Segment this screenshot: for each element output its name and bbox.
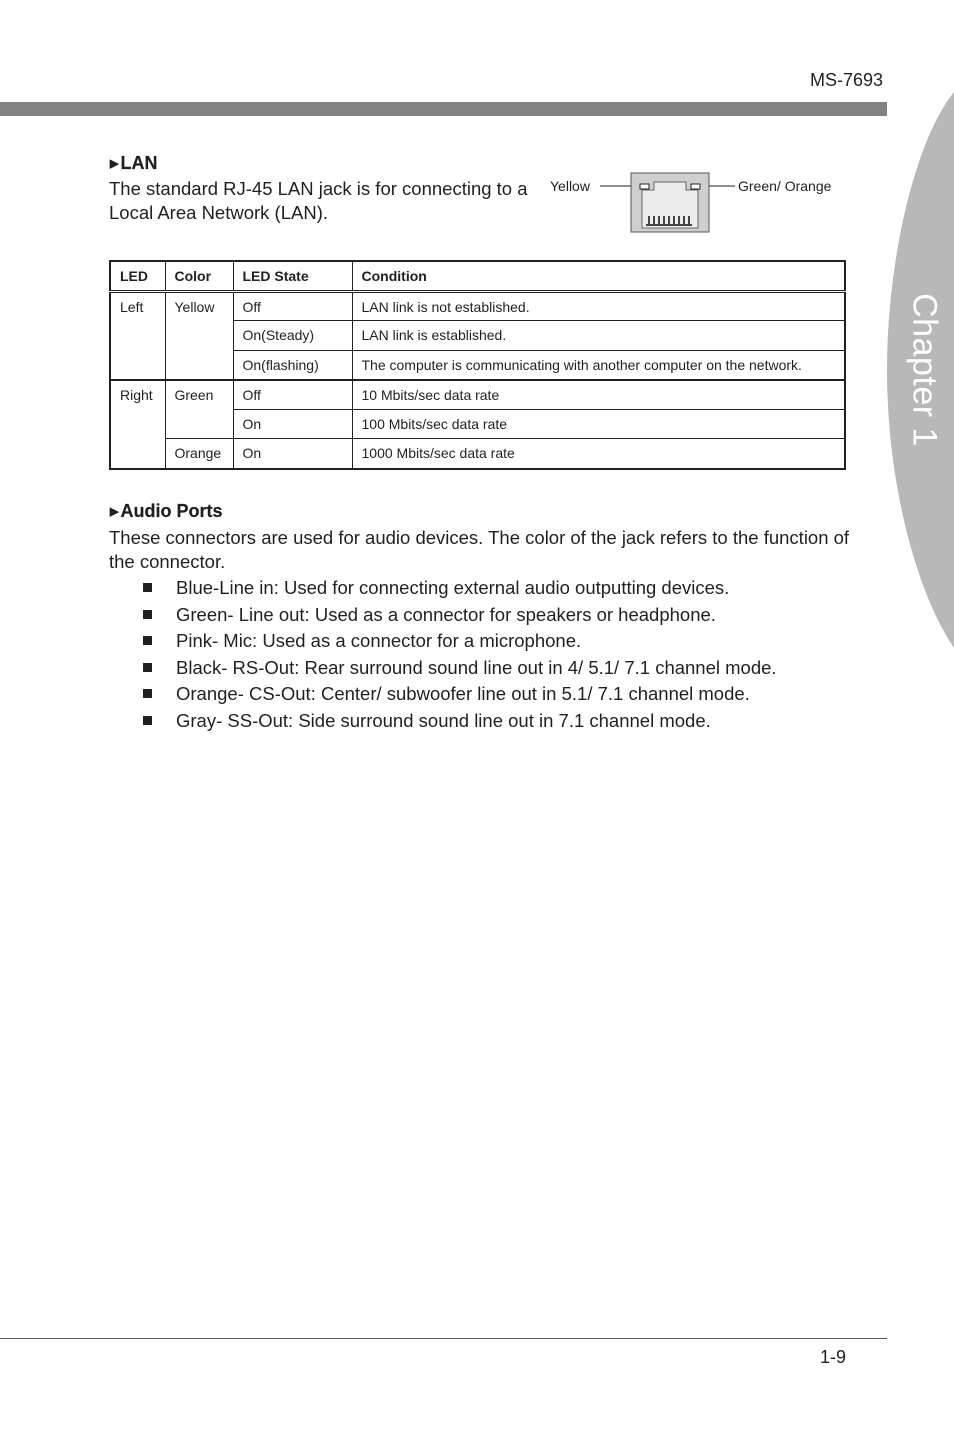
- audio-description: These connectors are used for audio devices. The color of the jack refers to the function of the connector.: [109, 527, 850, 572]
- triangle-bullet-icon: ▶: [110, 158, 119, 170]
- cell-condition: LAN link is not established.: [352, 291, 845, 321]
- table-row: [110, 439, 845, 469]
- cell-color: Yellow: [165, 291, 233, 380]
- audio-port-list: [143, 575, 777, 735]
- cell-led: Left: [110, 291, 165, 380]
- square-bullet-icon: [143, 663, 152, 672]
- table-header-row: [110, 261, 845, 291]
- header-led-state: LED State: [233, 261, 352, 291]
- header-color: Color: [165, 261, 233, 291]
- list-item: Blue-Line in: Used for connecting external audio outputting devices.: [143, 575, 777, 602]
- list-item: Black- RS-Out: Rear surround sound line out in 4/ 5.1/ 7.1 channel mode.: [143, 655, 777, 682]
- cell-condition: 10 Mbits/sec data rate: [352, 380, 845, 410]
- cell-led: Right: [110, 380, 165, 469]
- cell-state: On: [233, 439, 352, 469]
- cell-state: On(Steady): [233, 321, 352, 351]
- cell-condition: 100 Mbits/sec data rate: [352, 409, 845, 439]
- rj45-jack-icon: [0, 0, 954, 260]
- square-bullet-icon: [143, 636, 152, 645]
- cell-state: Off: [233, 291, 352, 321]
- triangle-bullet-icon: ▶: [110, 506, 119, 518]
- square-bullet-icon: [143, 583, 152, 592]
- list-item: Orange- CS-Out: Center/ subwoofer line out in 5.1/ 7.1 channel mode.: [143, 681, 777, 708]
- page-number: 1-9: [819, 1347, 846, 1367]
- cell-condition: 1000 Mbits/sec data rate: [352, 439, 845, 469]
- list-item: Green- Line out: Used as a connector for speakers or headphone.: [143, 602, 777, 629]
- cell-color: Orange: [165, 439, 233, 469]
- header-condition: Condition: [352, 261, 845, 291]
- model-number: MS-7693: [809, 70, 883, 90]
- square-bullet-icon: [143, 716, 152, 725]
- list-item: Pink- Mic: Used as a connector for a microphone.: [143, 628, 777, 655]
- cell-state: Off: [233, 380, 352, 410]
- audio-section-title: [110, 501, 222, 522]
- cell-state: On: [233, 409, 352, 439]
- lan-led-table: [109, 260, 846, 470]
- jack-label-yellow: Yellow: [550, 178, 590, 194]
- list-item: Gray- SS-Out: Side surround sound line out in 7.1 channel mode.: [143, 708, 777, 735]
- table-row: [110, 380, 845, 410]
- footer-rule: [0, 1338, 887, 1339]
- chapter-label: Chapter 1: [905, 293, 944, 447]
- cell-state: On(flashing): [233, 350, 352, 380]
- lan-description: The standard RJ-45 LAN jack is for connecting to a Local Area Network (LAN).: [109, 178, 528, 223]
- audio-title-text: Audio Ports: [120, 501, 223, 521]
- cell-color: Green: [165, 380, 233, 439]
- cell-condition: LAN link is established.: [352, 321, 845, 351]
- square-bullet-icon: [143, 610, 152, 619]
- square-bullet-icon: [143, 689, 152, 698]
- jack-label-green-orange: Green/ Orange: [738, 178, 832, 194]
- lan-title-text: LAN: [120, 153, 158, 173]
- header-led: LED: [110, 261, 165, 291]
- cell-condition: The computer is communicating with another computer on the network.: [352, 350, 845, 380]
- table-row: [110, 291, 845, 321]
